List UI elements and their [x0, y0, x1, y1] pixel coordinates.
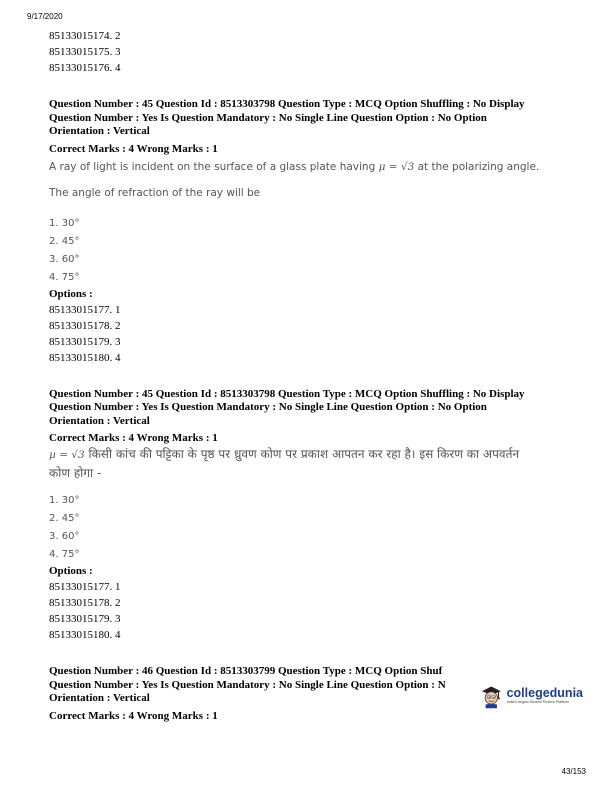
option-id-line: 85133015180. 4 [49, 629, 121, 641]
question-block-45-hindi [49, 388, 579, 644]
question-meta-line: Question Number : 45 Question Id : 8513303798 Question Type : MCQ Option Shuffling : No Display [49, 387, 525, 400]
question-meta-line: Question Number : Yes Is Question Mandatory : No Single Line Question Option : N [49, 678, 446, 691]
logo-wordmark: collegedunia [506, 686, 583, 700]
answer-choice: 2. 45° [49, 513, 80, 524]
option-id-line: 85133015176. 4 [49, 62, 121, 74]
refractive-index-formula: μ = √3 [378, 160, 415, 173]
question-meta-line: Orientation : Vertical [49, 414, 150, 427]
answer-choice: 3. 60° [49, 531, 80, 542]
question-meta-line: Question Number : Yes Is Question Mandatory : No Single Line Question Option : No Option [49, 111, 487, 124]
question-meta-line: Question Number : 46 Question Id : 8513303799 Question Type : MCQ Option Shuf [49, 665, 443, 677]
question-marks: Correct Marks : 4 Wrong Marks : 1 [49, 432, 218, 444]
document-body [49, 28, 579, 723]
question-meta-line: Question Number : 45 Question Id : 8513303798 Question Type : MCQ Option Shuffling : No Display [49, 98, 525, 110]
question-block-45-english [49, 98, 579, 366]
question-marks: Correct Marks : 4 Wrong Marks : 1 [49, 142, 218, 155]
page-number: 43/153 [561, 767, 586, 776]
answer-choice: 1. 30° [49, 495, 80, 506]
answer-choice: 2. 45° [49, 235, 80, 247]
option-id-line: 85133015174. 2 [49, 30, 121, 42]
option-id-line: 85133015177. 1 [49, 303, 121, 316]
hindi-text-line-1: किसी कांच की पट्टिका के पृष्ठ पर ध्रुवण कोण पर प्रकाश आपतन कर रहा है। इस किरण का अपवर्तन [84, 447, 520, 461]
answer-choice: 3. 60° [49, 253, 80, 265]
refractive-index-formula: μ = √3 [49, 449, 85, 461]
option-id-line: 85133015178. 2 [49, 597, 121, 609]
options-heading: Options : [49, 287, 93, 300]
question-text [49, 159, 579, 175]
question-meta-line: Question Number : Yes Is Question Mandatory : No Single Line Question Option : No Option [49, 401, 487, 413]
options-heading: Options : [49, 565, 93, 577]
answer-choices [49, 492, 579, 564]
option-id-line: 85133015179. 3 [49, 335, 121, 348]
collegedunia-logo [479, 681, 583, 711]
option-id-line: 85133015180. 4 [49, 351, 121, 364]
top-options-list [49, 28, 579, 76]
question-text-end: at the polarizing angle. [414, 160, 540, 173]
question-text-start: A ray of light is incident on the surface of a glass plate having [49, 160, 379, 173]
answer-choice: 4. 75° [49, 549, 80, 560]
option-id-line: 85133015179. 3 [49, 613, 121, 625]
logo-tagline: India's largest Student Review Platform [506, 700, 570, 704]
answer-choice: 1. 30° [49, 217, 80, 229]
option-id-line: 85133015178. 2 [49, 319, 121, 332]
question-text-secondary: The angle of refraction of the ray will be [49, 186, 261, 199]
question-marks: Correct Marks : 4 Wrong Marks : 1 [49, 709, 218, 722]
print-date: 9/17/2020 [27, 12, 63, 21]
hindi-text-line-2: कोण होगा - [49, 466, 102, 480]
question-meta-line: Orientation : Vertical [49, 125, 150, 137]
option-id-line: 85133015175. 3 [49, 46, 121, 58]
graduate-mascot-icon [479, 683, 504, 709]
option-id-line: 85133015177. 1 [49, 581, 121, 593]
question-meta-line: Orientation : Vertical [49, 692, 150, 704]
logo-text [507, 687, 583, 705]
answer-choice: 4. 75° [49, 271, 80, 283]
answer-choices [49, 215, 579, 287]
question-text-hindi [49, 445, 579, 464]
